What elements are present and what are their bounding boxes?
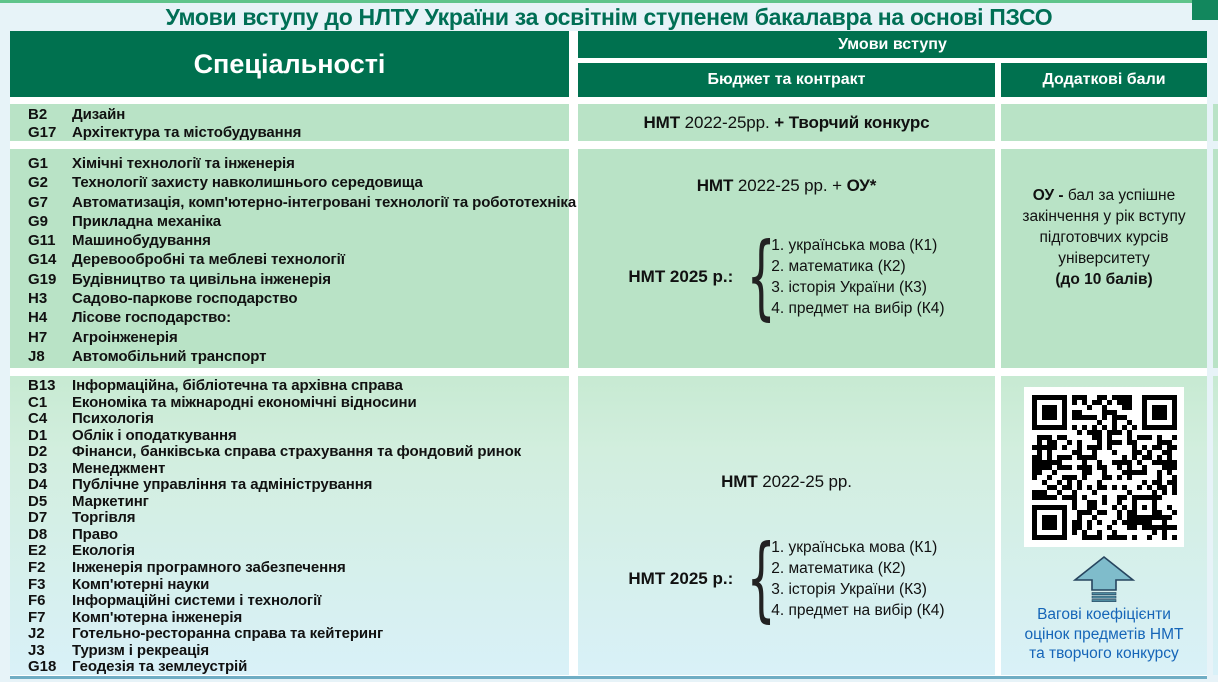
- ou-note-max-points: (до 10 балів): [1055, 271, 1153, 288]
- qr-caption: [1004, 605, 1204, 664]
- specialty-item: [28, 378, 569, 395]
- specialty-name: Менеджмент: [72, 459, 166, 477]
- specialty-code: C1: [28, 393, 48, 411]
- row3-extra-points-cell: [1001, 376, 1207, 675]
- specialty-code: D5: [28, 492, 48, 510]
- qr-caption-line: та творчого конкурсу: [1029, 645, 1179, 662]
- specialty-name: Інформаційна, бібліотечна та архівна справа: [72, 377, 403, 394]
- specialty-name: Автоматизація, комп'ютерно-інтегровані технології та робототехніка: [72, 193, 577, 211]
- specialty-code: D1: [28, 426, 48, 444]
- specialty-code: G14: [28, 251, 57, 269]
- specialty-code: G19: [28, 270, 57, 288]
- specialty-name: Агроінженерія: [72, 328, 178, 346]
- specialty-item: [28, 193, 577, 212]
- specialty-list-row3: [10, 376, 569, 676]
- up-arrow-icon: [1071, 555, 1137, 603]
- condition-line-row2: [697, 176, 877, 196]
- specialty-code: G11: [28, 232, 56, 250]
- nmt-subject: 1. українська мова (К1): [771, 237, 938, 254]
- row3-conditions-cell: [578, 376, 995, 675]
- specialty-name: Торгівля: [72, 509, 136, 527]
- specialty-name: Публічне управління та адміністрування: [72, 476, 373, 494]
- edge-strip-row3: [1213, 376, 1218, 675]
- specialty-item: [28, 250, 569, 269]
- qr-code-image: [1032, 395, 1177, 540]
- row1-extra-points-cell: [1001, 104, 1207, 141]
- specialty-code: D8: [28, 525, 48, 543]
- specialty-code: J8: [28, 347, 45, 365]
- ou-note: [1012, 149, 1196, 290]
- nmt-subject: 3. історія України (К3): [771, 581, 927, 598]
- specialty-code: G18: [28, 658, 57, 676]
- specialty-name: Прикладна механіка: [72, 212, 222, 230]
- specialty-code: B13: [28, 377, 56, 394]
- creative-contest-bold: + Творчий конкурс: [774, 112, 930, 132]
- brace-icon: {: [746, 223, 777, 330]
- specialty-code: F2: [28, 559, 46, 577]
- specialty-item: [28, 428, 569, 445]
- specialty-list-row2: [10, 149, 577, 366]
- specialty-item: [28, 212, 569, 231]
- specialty-name: Туризм і рекреація: [72, 641, 210, 659]
- specialty-item: [28, 494, 569, 511]
- specialty-item: [28, 395, 569, 412]
- row1-conditions-cell: [578, 104, 995, 141]
- edge-strip-row1: [1213, 104, 1218, 141]
- specialty-list-row1: [10, 104, 569, 141]
- nmt-years: 2022-25рр.: [679, 112, 775, 132]
- specialty-name: Психологія: [72, 410, 154, 428]
- specialty-code: D7: [28, 509, 48, 527]
- specialty-item: [28, 231, 569, 250]
- specialty-name: Автомобільний транспорт: [72, 347, 267, 365]
- specialty-name: Комп'ютерні науки: [72, 575, 210, 593]
- nmt-2025-block-row2: [628, 223, 945, 330]
- specialty-name: Будівництво та цивільна інженерія: [72, 270, 331, 288]
- specialty-code: J2: [28, 625, 45, 643]
- top-border-line: [0, 0, 1218, 3]
- specialty-item: [28, 289, 569, 308]
- specialty-name: Економіка та міжнародні економічні відносини: [72, 393, 417, 411]
- header-specialties: Спеціальності: [10, 31, 569, 97]
- specialty-item: [28, 154, 569, 173]
- specialty-code: F7: [28, 608, 46, 626]
- specialty-item: [28, 106, 569, 124]
- specialty-code: B2: [28, 106, 48, 123]
- nmt-subject: 4. предмет на вибір (К4): [771, 300, 945, 317]
- specialty-name: Маркетинг: [72, 492, 149, 510]
- qr-code: [1024, 387, 1184, 547]
- specialty-name: Облік і оподаткування: [72, 426, 237, 444]
- specialty-item: [28, 577, 569, 594]
- nmt-years: 2022-25 рр. +: [733, 176, 847, 195]
- specialty-code: G7: [28, 193, 49, 211]
- specialty-name: Машинобудування: [72, 232, 211, 250]
- nmt-subject: 4. предмет на вибір (К4): [771, 602, 945, 619]
- row2-specialties-cell: [10, 149, 577, 368]
- row2-extra-points-cell: [1001, 149, 1207, 368]
- specialty-name: Дизайн: [72, 106, 126, 123]
- specialty-code: H7: [28, 328, 48, 346]
- specialty-name: Інформаційні системи і технології: [72, 592, 322, 610]
- specialty-item: [28, 347, 569, 366]
- specialty-item: [28, 444, 569, 461]
- specialty-code: H4: [28, 309, 48, 327]
- nmt-bold: НМТ: [643, 112, 680, 132]
- row2-conditions-cell: [578, 149, 995, 368]
- specialty-name: Деревообробні та меблеві технології: [72, 251, 345, 269]
- qr-caption-line: оцінок предметів НМТ: [1024, 625, 1184, 643]
- specialty-item: [28, 626, 569, 643]
- specialty-code: G1: [28, 155, 49, 172]
- specialty-name: Геодезія та землеустрій: [72, 658, 248, 676]
- ou-note-lead: ОУ -: [1032, 187, 1064, 204]
- nmt-2025-block-row3: [628, 525, 945, 632]
- specialty-item: [28, 328, 569, 347]
- specialty-item: [28, 659, 569, 676]
- ou-bold: ОУ*: [846, 176, 877, 195]
- nmt-subject: 2. математика (К2): [771, 258, 906, 275]
- specialty-item: [28, 527, 569, 544]
- nmt-subjects-list: [771, 235, 944, 319]
- nmt-bold: НМТ: [721, 472, 758, 491]
- specialty-name: Право: [72, 525, 118, 543]
- header-extra-points: Додаткові бали: [1001, 63, 1207, 97]
- specialty-code: D4: [28, 476, 48, 494]
- header-budget-contract: Бюджет та контракт: [578, 63, 995, 97]
- specialty-code: F3: [28, 575, 46, 593]
- specialty-code: G2: [28, 174, 49, 192]
- specialty-code: H3: [28, 290, 48, 308]
- row3-specialties-cell: [10, 376, 569, 675]
- nmt-2025-label: НМТ 2025 р.:: [628, 569, 734, 588]
- nmt-subject: 2. математика (К2): [771, 560, 906, 577]
- specialty-item: [28, 477, 569, 494]
- condition-line-row1: [643, 113, 929, 133]
- specialty-name: Технології захисту навколишнього середовища: [72, 174, 423, 192]
- specialty-code: F6: [28, 592, 46, 610]
- specialty-item: [28, 593, 569, 610]
- specialty-code: E2: [28, 542, 47, 560]
- nmt-bold: НМТ: [696, 176, 734, 195]
- bottom-border-strip: [10, 676, 1207, 679]
- specialty-item: [28, 411, 569, 428]
- specialty-name: Фінанси, банківська справа страхування та фондовий ринок: [72, 443, 522, 461]
- specialty-code: D3: [28, 459, 48, 477]
- specialty-code: G9: [28, 212, 49, 230]
- ou-note-text: бал за успішне закінчення у рік вступу підготовчих курсів університету: [1022, 187, 1186, 267]
- specialty-item: [28, 643, 569, 660]
- specialty-name: Інженерія програмного забезпечення: [72, 559, 346, 577]
- edge-strip-row2: [1213, 149, 1218, 368]
- specialty-item: [28, 610, 569, 627]
- specialty-item: [28, 543, 569, 560]
- qr-caption-line: Вагові коефіцієнти: [1037, 606, 1171, 623]
- specialty-item: [28, 173, 569, 192]
- nmt-subjects-list: [771, 537, 944, 621]
- specialty-code: C4: [28, 410, 48, 428]
- specialty-name: Лісове господарство:: [72, 309, 232, 327]
- specialty-item: [28, 560, 569, 577]
- row1-specialties-cell: [10, 104, 569, 141]
- nmt-subject: 1. українська мова (К1): [771, 539, 938, 556]
- specialty-item: [28, 461, 569, 478]
- brace-icon: {: [746, 525, 777, 632]
- specialty-name: Комп'ютерна інженерія: [72, 608, 243, 626]
- admission-table: [10, 31, 1207, 676]
- nmt-subject: 3. історія України (К3): [771, 279, 927, 296]
- specialty-name: Архітектура та містобудування: [72, 123, 302, 141]
- specialty-name: Екологія: [72, 542, 135, 560]
- page-title: Умови вступу до НЛТУ України за освітнім ступенем бакалавра на основі ПЗСО: [165, 4, 1053, 30]
- nmt-years: 2022-25 рр.: [757, 472, 852, 491]
- specialty-item: [28, 510, 569, 527]
- specialty-item: [28, 270, 569, 289]
- specialty-name: Хімічні технології та інженерія: [72, 155, 295, 172]
- specialty-item: [28, 124, 569, 142]
- header-conditions-group: Умови вступу: [578, 31, 1207, 58]
- nmt-2025-label: НМТ 2025 р.:: [628, 267, 734, 286]
- specialty-code: G17: [28, 123, 57, 141]
- specialty-name: Садово-паркове господарство: [72, 290, 298, 308]
- specialty-name: Готельно-ресторанна справа та кейтеринг: [72, 625, 384, 643]
- condition-line-row3: [721, 472, 852, 492]
- specialty-item: [28, 308, 569, 327]
- specialty-code: J3: [28, 641, 45, 659]
- specialty-code: D2: [28, 443, 48, 461]
